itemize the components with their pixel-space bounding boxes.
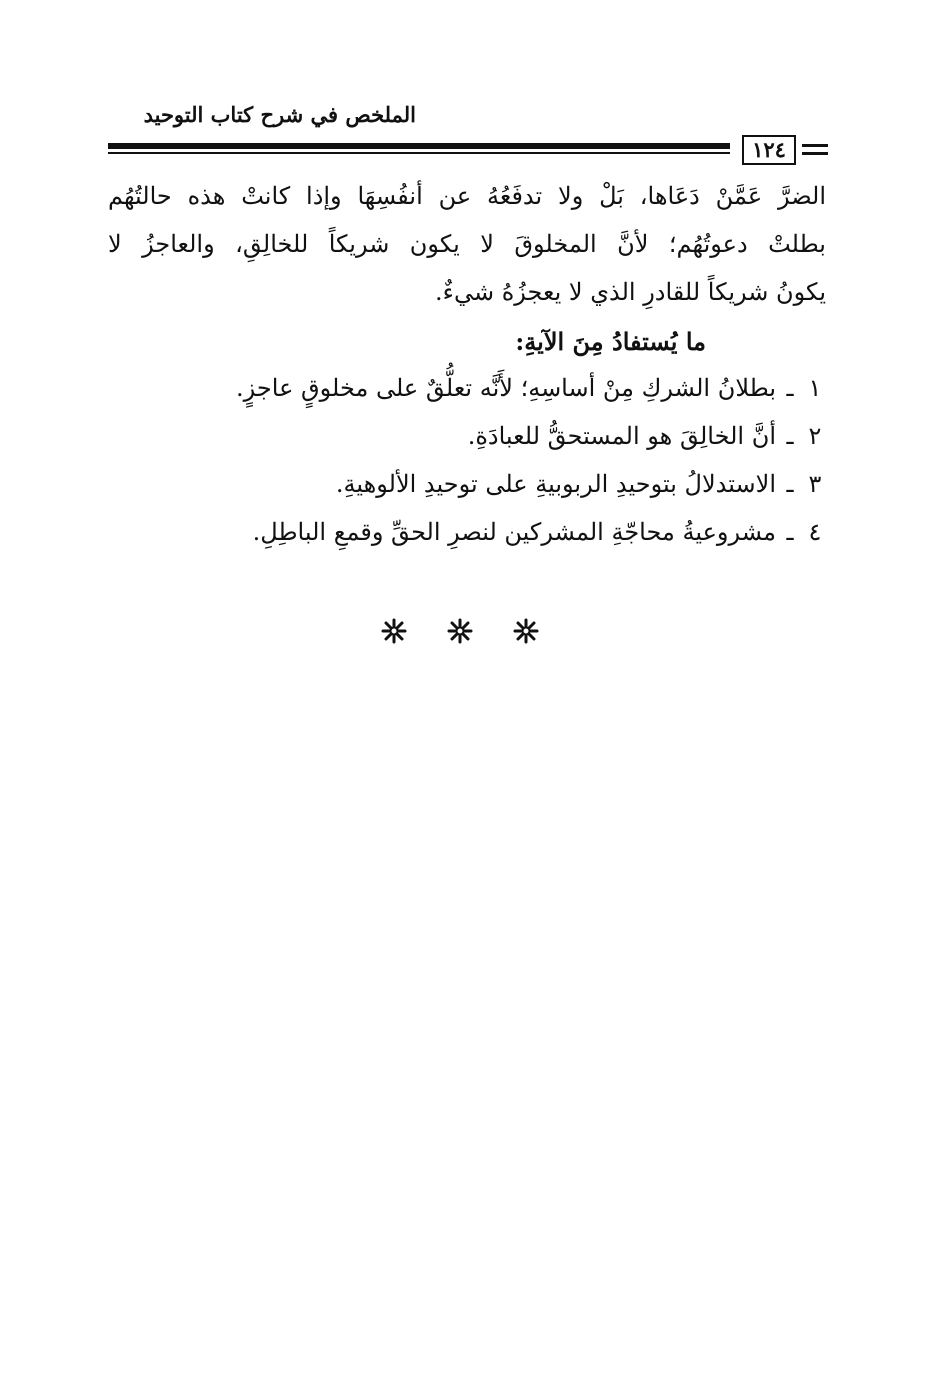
asterisk-flower-icon: [380, 617, 408, 645]
paragraph: [108, 172, 826, 316]
item-text: الاستدلالُ بتوحيدِ الربوبيةِ على توحيدِ الألوهيةِ.: [335, 470, 776, 498]
header-mark: [802, 144, 828, 147]
asterisk-flower-icon: [446, 617, 474, 645]
benefits-list: [186, 364, 826, 556]
item-dash: ـ: [786, 518, 794, 546]
page-number: ١٢٤: [742, 135, 796, 165]
item-dash: ـ: [786, 470, 794, 498]
list-item: [186, 508, 826, 556]
item-number: ٤: [808, 518, 822, 546]
list-item: [186, 460, 826, 508]
list-item: [186, 364, 826, 412]
item-dash: ـ: [786, 422, 794, 450]
item-number: ٢: [808, 422, 822, 450]
running-title: الملخص في شرح كتاب التوحيد: [143, 102, 416, 127]
item-text: بطلانُ الشركِ مِنْ أساسِهِ؛ لأَنَّه تعلُّقٌ على مخلوقٍ عاجزٍ.: [236, 374, 776, 402]
item-number: ١: [808, 374, 822, 402]
header-rule-thick: [108, 143, 730, 149]
paragraph-line: الضرَّ عَمَّنْ دَعَاها، بَلْ ولا تدفَعُهُ عن أنفُسِهَا وإذا كانتْ هذه حالتُهُم: [108, 182, 826, 210]
section-heading: ما يُستفادُ مِنَ الآيةِ:: [515, 327, 706, 356]
paragraph-line: يكونُ شريكاً للقادرِ الذي لا يعجزُهُ شيءٌ.: [435, 278, 826, 306]
item-text: مشروعيةُ محاجّةِ المشركين لنصرِ الحقِّ وقمعِ الباطِلِ.: [252, 518, 776, 546]
asterisk-flower-icon: [512, 617, 540, 645]
header-rule: [108, 135, 828, 169]
item-text: أنَّ الخالِقَ هو المستحقُّ للعبادَةِ.: [467, 422, 776, 450]
item-dash: ـ: [786, 374, 794, 402]
header-mark: [802, 152, 828, 155]
section-separator: [380, 614, 540, 648]
item-number: ٣: [808, 470, 822, 498]
list-item: [186, 412, 826, 460]
paragraph-line: بطلتْ دعوتُهُم؛ لأنَّ المخلوقَ لا يكون شريكاً للخالِقِ، والعاجزُ لا: [108, 230, 826, 258]
header-rule-thin: [108, 152, 730, 154]
